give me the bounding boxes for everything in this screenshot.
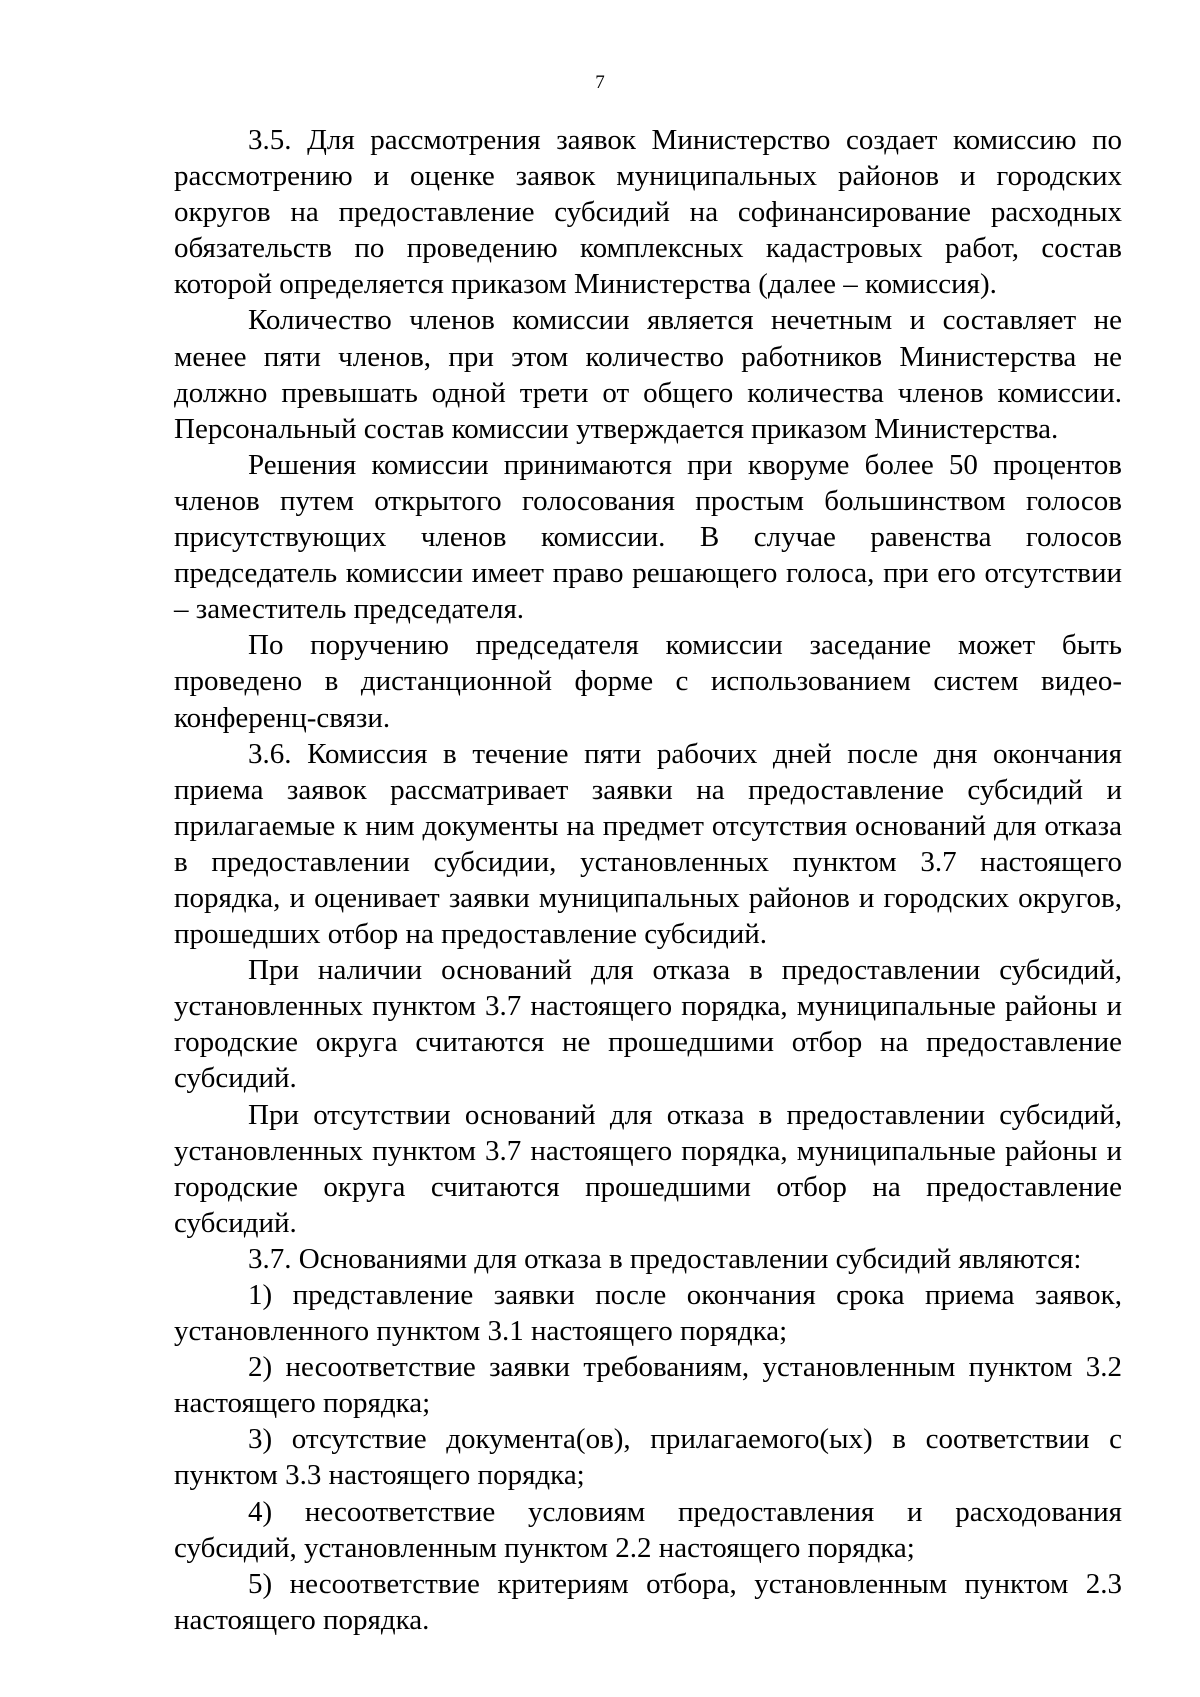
paragraph-commission-decisions: Решения комиссии принимаются при кворуме более 50 процентов членов путем открытого голосования простым большинством голосов присутствующих членов комиссии. В случае равенства голосов председатель комиссии имеет право решающего голоса, при его отсутствии – заместитель председателя.: [174, 448, 1122, 626]
paragraph-grounds-present: При наличии оснований для отказа в предоставлении субсидий, установленных пунктом 3.7 настоящего порядка, муниципальные районы и городские округа считаются не прошедшими отбор на предоставление субсидий.: [174, 954, 1122, 1095]
list-item-1: 1) представление заявки после окончания срока приема заявок, установленного пунктом 3.1 настоящего порядка;: [174, 1279, 1122, 1348]
paragraph-3-5: 3.5. Для рассмотрения заявок Министерство создает комиссию по рассмотрению и оценке заявок муниципальных районов и городских округов на предоставление субсидий на софинансирование расходных обязательств по проведению комплексных кадастровых работ, состав которой определяется приказом Министерства (далее – комиссия).: [174, 124, 1122, 301]
list-item-2: 2) несоответствие заявки требованиям, установленным пунктом 3.2 настоящего порядка;: [174, 1351, 1122, 1420]
page-number: 7: [595, 72, 605, 93]
list-item-5: 5) несоответствие критериям отбора, установленным пунктом 2.3 настоящего порядка.: [174, 1567, 1122, 1636]
paragraph-remote-meeting: По поручению председателя комиссии заседание может быть проведено в дистанционной форме с использованием систем видео-конференц-связи.: [174, 629, 1122, 734]
paragraph-grounds-absent: При отсутствии оснований для отказа в предоставлении субсидий, установленных пунктом 3.7 настоящего порядка, муниципальные районы и городские округа считаются прошедшими отбор на предоставление субсидий.: [174, 1098, 1122, 1239]
document-body: [174, 122, 1122, 1638]
list-item-3: 3) отсутствие документа(ов), прилагаемого(ых) в соответствии с пунктом 3.3 настоящего порядка;: [174, 1423, 1122, 1492]
paragraph-3-6: 3.6. Комиссия в течение пяти рабочих дней после дня окончания приема заявок рассматривает заявки на предоставление субсидий и прилагаемые к ним документы на предмет отсутствия оснований для отказа в предоставлении субсидии, установленных пунктом 3.7 настоящего порядка, и оценивает заявки муниципальных районов и городских округов, прошедших отбор на предоставление субсидий.: [174, 737, 1122, 951]
paragraph-3-7: 3.7. Основаниями для отказа в предоставлении субсидий являются:: [248, 1242, 1082, 1275]
paragraph-commission-members: Количество членов комиссии является нечетным и составляет не менее пяти членов, при этом количество работников Министерства не должно превышать одной трети от общего количества членов комиссии. Персональный состав комиссии утверждается приказом Министерства.: [174, 304, 1122, 445]
list-item-4: 4) несоответствие условиям предоставления и расходования субсидий, установленным пунктом 2.2 настоящего порядка;: [174, 1495, 1122, 1564]
